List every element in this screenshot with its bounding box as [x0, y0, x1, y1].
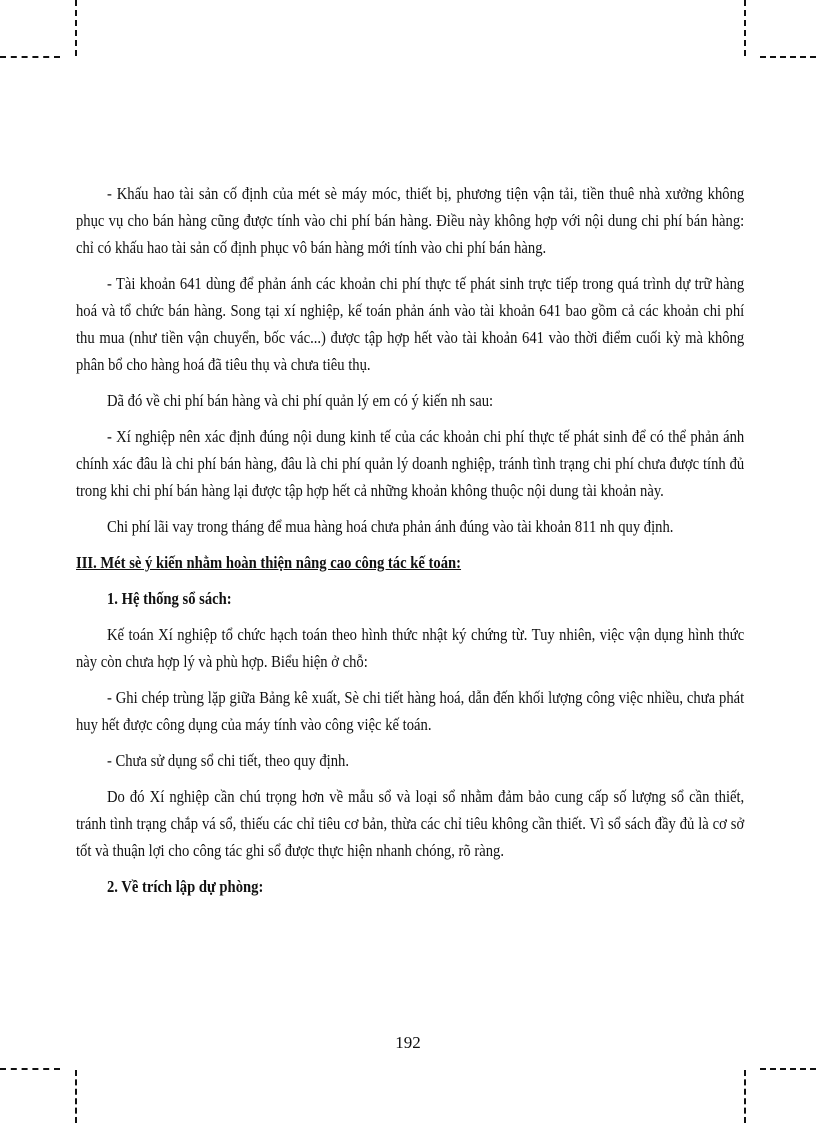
subsection-heading-2: 2. Về trích lập dự phòng:	[106, 877, 264, 896]
subsection-heading-1: 1. Hệ thống sổ sách:	[106, 589, 232, 608]
paragraph-ledger-detail: - Chưa sử dụng sổ chi tiết, theo quy định.	[106, 751, 349, 770]
paragraph-ledger-conclusion: Do đó Xí nghiệp cần chú trọng hơn về mẫu sổ và loại sổ nhằm đảm bảo cung cấp số lượng sổ cần thiết, tránh tình trạng chắp vá sổ, thiếu các chỉ tiêu cơ bản, thừa các chỉ tiêu không cần thiết. Vì sổ sách đầy đủ là cơ sở tốt và thuận lợi cho công tác ghi sổ được thực hiện nhanh chóng, rõ ràng.	[76, 787, 745, 860]
crop-mark-top-right	[744, 0, 746, 56]
crop-mark-bottom-left	[75, 1070, 77, 1123]
paragraph-recommendation: - Xí nghiệp nên xác định đúng nội dung kinh tế của các khoản chi phí thực tế phát sinh để có thể phản ánh chính xác đâu là chi phí bán hàng, đâu là chi phí quản lý doanh nghiệp, tránh tình trạng chi phí chưa được tính đủ trong khi chi phí bán hàng lại được tập hợp hết cả những khoản không thuộc nội dung tài khoản này.	[76, 427, 745, 500]
crop-mark-bottom-left-h	[0, 1068, 60, 1070]
crop-mark-top-left	[75, 0, 77, 56]
crop-mark-bottom-right-h	[760, 1068, 816, 1070]
section-heading: III. Mét sè ý kiến nhằm hoàn thiện nâng cao công tác kế toán:	[76, 553, 462, 572]
page-body	[76, 180, 744, 909]
paragraph-ledger-duplication: - Ghi chép trùng lặp giữa Bảng kê xuất, Sè chi tiết hàng hoá, dẫn đến khối lượng công việc nhiều, chưa phát huy hết được công dụng của máy tính vào công việc kế toán.	[76, 688, 745, 734]
paragraph-depreciation: - Khấu hao tài sản cố định của mét sè máy móc, thiết bị, phương tiện vận tải, tiền thuê nhà xưởng không phục vụ cho bán hàng cũng được tính vào chi phí bán hàng. Điều này không hợp với nội dung chi phí bán hàng: chỉ có khấu hao tài sản cố định phục vô bán hàng mới tính vào chi phí bán hàng.	[76, 184, 745, 257]
crop-mark-top-left-h	[0, 56, 60, 58]
paragraph-interest: Chi phí lãi vay trong tháng để mua hàng hoá chưa phản ánh đúng vào tài khoản 811 nh quy định.	[106, 517, 674, 536]
paragraph-opinion-intro: Dã đó về chi phí bán hàng và chi phí quản lý em có ý kiến nh sau:	[106, 391, 494, 410]
paragraph-account-641: - Tài khoản 641 dùng để phản ánh các khoản chi phí thực tế phát sinh trực tiếp trong quá trình dự trữ hàng hoá và tổ chức bán hàng. Song tại xí nghiệp, kế toán phản ánh vào tài khoản 641 bao gồm cả các khoản chi phí thu mua (như tiền vận chuyển, bốc vác...) được tập hợp hết vào tài khoản 641 vào thời điểm cuối kỳ mà không phân bổ cho hàng hoá đã tiêu thụ và chưa tiêu thụ.	[76, 274, 745, 374]
paragraph-ledger-intro: Kế toán Xí nghiệp tổ chức hạch toán theo hình thức nhật ký chứng từ. Tuy nhiên, việc vận dụng hình thức này còn chưa hợp lý và phù hợp. Biểu hiện ở chỗ:	[76, 625, 745, 671]
page-number: 192	[395, 1033, 421, 1052]
crop-mark-bottom-right	[744, 1070, 746, 1123]
crop-mark-top-right-h	[760, 56, 816, 58]
